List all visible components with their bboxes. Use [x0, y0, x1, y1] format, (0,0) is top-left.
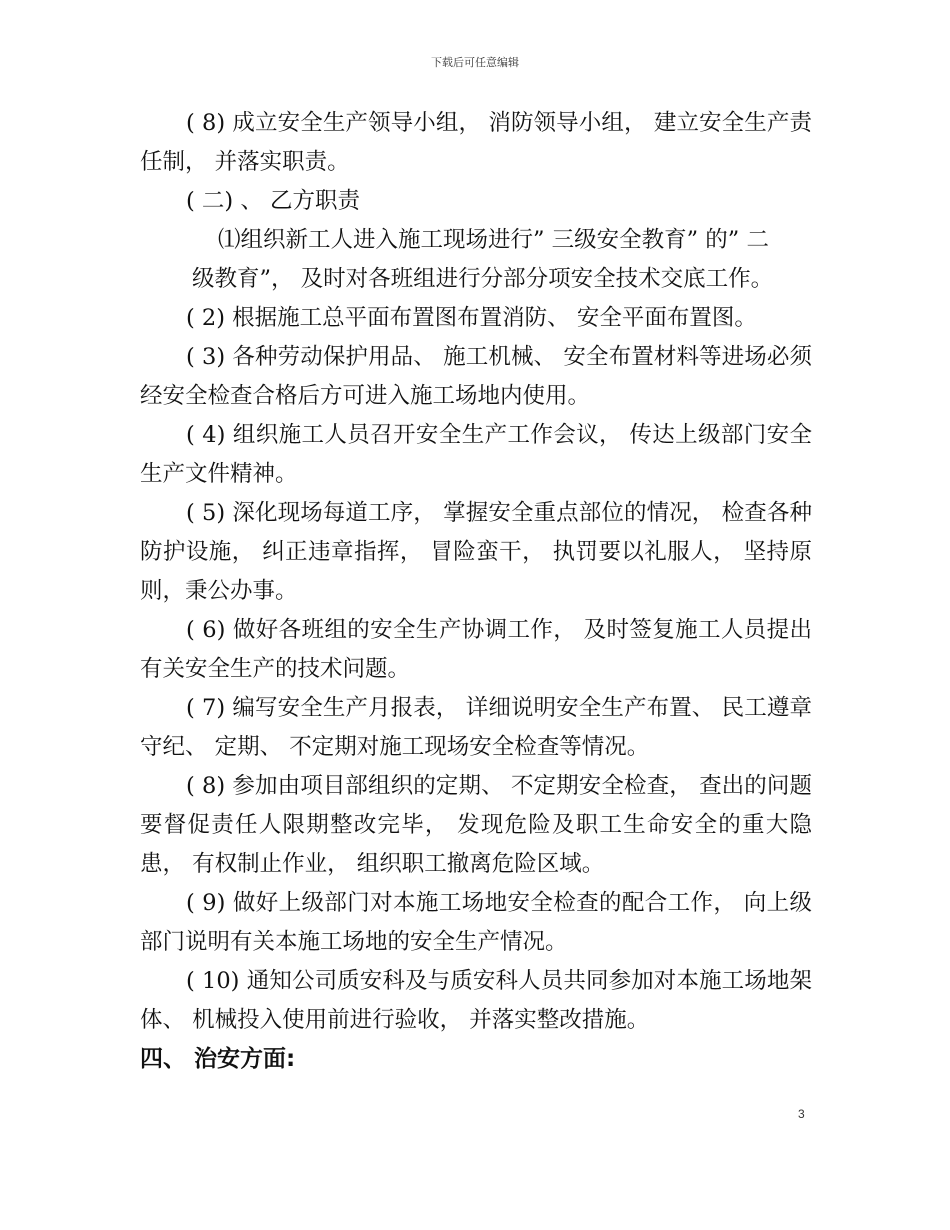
paragraph-item-8: ( 8) 参加由项目部组织的定期、 不定期安全检查， 查出的问题要督促责任人限期整改完毕， 发现危险及职工生命安全的重大隐患， 有权制止作业， 组织职工撤离危险区域。 [140, 773, 812, 877]
document-body [140, 104, 812, 1079]
subsection-heading-party-b: ( 二) 、 乙方职责 [186, 188, 361, 214]
paragraph-item-5: ( 5) 深化现场每道工序， 掌握安全重点部位的情况， 检查各种防护设施， 纠正违章指挥， 冒险蛮干， 执罚要以礼服人， 坚持原则，秉公办事。 [140, 500, 812, 604]
paragraph-item-9: ( 9) 做好上级部门对本施工场地安全检查的配合工作， 向上级部门说明有关本施工场地的安全生产情况。 [140, 890, 812, 955]
paragraph-item-1-line1: ⑴组织新工人进入施工现场进行” 三级安全教育” 的” 二 [218, 227, 769, 253]
paragraph-item-2: ( 2) 根据施工总平面布置图布置消防、 安全平面布置图。 [186, 305, 757, 331]
paragraph-item-1-line2: 级教育”， 及时对各班组进行分部分项安全技术交底工作。 [192, 266, 774, 292]
paragraph-item-7: ( 7) 编写安全生产月报表， 详细说明安全生产布置、 民工遵章守纪、 定期、 不定期对施工现场安全检查等情况。 [140, 695, 812, 760]
page-header: 下载后可任意编辑 [431, 56, 519, 69]
paragraph-item-4: ( 4) 组织施工人员召开安全生产工作会议， 传达上级部门安全生产文件精神。 [140, 422, 812, 487]
paragraph-item-8-setup: ( 8) 成立安全生产领导小组， 消防领导小组， 建立安全生产责任制， 并落实职责。 [140, 110, 812, 175]
page-number: 3 [798, 1107, 805, 1121]
paragraph-item-6: ( 6) 做好各班组的安全生产协调工作， 及时签复施工人员提出有关安全生产的技术问题。 [140, 617, 812, 682]
paragraph-item-3: ( 3) 各种劳动保护用品、 施工机械、 安全布置材料等进场必须经安全检查合格后方可进入施工场地内使用。 [140, 344, 812, 409]
paragraph-item-10: ( 10) 通知公司质安科及与质安科人员共同参加对本施工场地架体、 机械投入使用前进行验收， 并落实整改措施。 [140, 968, 812, 1033]
section-heading-security: 四、 治安方面: [140, 1046, 296, 1072]
